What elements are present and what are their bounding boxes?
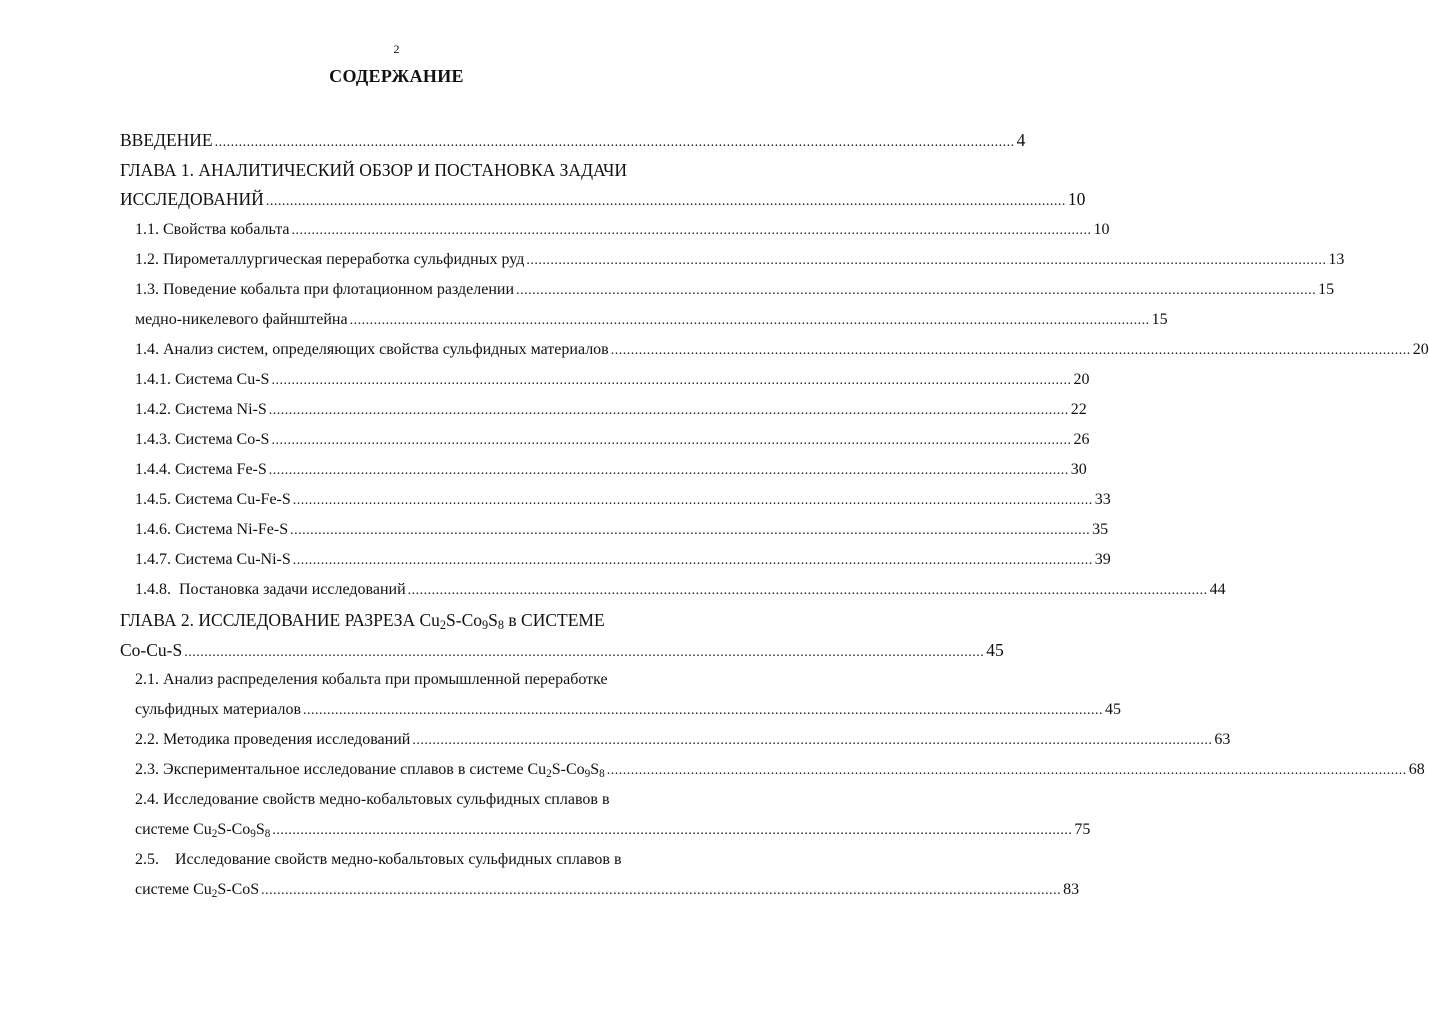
dot-leader: ........................................................................................................................................................................................................ (268, 463, 1069, 478)
toc-entry-label: 1.4.7. Система Cu-Ni-S (135, 551, 291, 568)
toc-entry-1-2 (135, 247, 1345, 273)
dot-leader: ........................................................................................................................................................................................................ (292, 553, 1093, 568)
toc-entry-2-4 (135, 817, 1091, 843)
toc-entry-2-3 (135, 757, 1425, 783)
toc-entry-page: 45 (1105, 701, 1121, 718)
toc-entry-label: медно-никелевого файнштейна (135, 311, 348, 328)
toc-entry-page: 20 (1412, 341, 1429, 358)
toc-entry-1-4-2 (135, 397, 1087, 423)
dot-leader: ........................................................................................................................................................................................................ (412, 733, 1213, 748)
toc-entry-label: ГЛАВА 1. АНАЛИТИЧЕСКИЙ ОБЗОР И ПОСТАНОВКА ЗАДАЧИ (120, 160, 627, 180)
toc-entry-label: системе $Cu_2S-Co_9S_8$ (135, 821, 271, 840)
toc-entry-page: 39 (1094, 551, 1111, 568)
dot-leader: ........................................................................................................................................................................................................ (349, 313, 1150, 328)
toc-entry-label: Co-Cu-S (120, 640, 183, 660)
toc-entry-1-4-5 (135, 487, 1111, 513)
toc-entry-1-4-3 (135, 427, 1090, 453)
toc-entry-chapter-1 (120, 186, 1086, 212)
toc-entry-1-4-6 (135, 517, 1109, 543)
dot-leader: ........................................................................................................................................................................................................ (291, 223, 1092, 238)
toc-entry-label: 1.4.8. Постановка задачи исследований (135, 581, 406, 598)
dot-leader: ........................................................................................................................................................................................................ (214, 135, 1015, 150)
toc-entry-label: 1.4.3. Система Co-S (135, 431, 270, 448)
dot-leader: ........................................................................................................................................................................................................ (265, 194, 1066, 209)
dot-leader: ........................................................................................................................................................................................................ (184, 645, 985, 660)
toc-entry-intro (120, 127, 1026, 153)
toc-entry-page: 4 (1016, 130, 1026, 150)
toc-entry-2-5-heading (135, 847, 685, 873)
toc-entry-chapter-2-heading (120, 607, 683, 633)
dot-leader: ........................................................................................................................................................................................................ (290, 523, 1091, 538)
toc-entry-label: 1.4. Анализ систем, определяющих свойства сульфидных материалов (135, 341, 609, 358)
toc-entry-page: 45 (986, 640, 1004, 660)
page-title: СОДЕРЖАНИЕ (329, 66, 464, 86)
toc-entry-chapter-1-heading (120, 157, 683, 183)
toc-entry-label: ВВЕДЕНИЕ (120, 130, 213, 150)
toc-entry-2-4-heading (135, 787, 685, 813)
toc-entry-label: 1.2. Пирометаллургическая переработка сульфидных руд (135, 251, 525, 268)
toc-entry-page: 68 (1408, 761, 1425, 778)
dot-leader: ........................................................................................................................................................................................................ (268, 403, 1069, 418)
dot-leader: ........................................................................................................................................................................................................ (272, 823, 1073, 838)
toc-entry-label: 1.3. Поведение кобальта при флотационном разделении (135, 281, 515, 298)
toc-entry-label: 1.4.2. Система Ni-S (135, 401, 267, 418)
toc-entry-1-1 (135, 217, 1110, 243)
toc-entry-page: 26 (1073, 431, 1090, 448)
toc-entry-page: 63 (1214, 731, 1231, 748)
toc-entry-page: 83 (1063, 881, 1080, 898)
toc-entry-1-3-continued (135, 307, 1168, 333)
toc-entry-page: 13 (1328, 251, 1345, 268)
toc-entry-page: 10 (1093, 221, 1110, 238)
toc-entry-label: 1.4.1. Система Cu-S (135, 371, 270, 388)
toc-entry-2-1-heading (135, 667, 685, 693)
page-number: 2 (393, 42, 400, 56)
dot-leader: ........................................................................................................................................................................................................ (303, 703, 1103, 718)
toc-entry-1-4-7 (135, 547, 1111, 573)
toc-entry-page: 33 (1094, 491, 1111, 508)
toc-entry-1-4-8 (135, 577, 1226, 603)
toc-entry-label: 1.4.6. Система Ni-Fe-S (135, 521, 289, 538)
dot-leader: ........................................................................................................................................................................................................ (261, 883, 1062, 898)
dot-leader: ........................................................................................................................................................................................................ (516, 283, 1317, 298)
toc-entry-1-4-4 (135, 457, 1087, 483)
toc-entry-label: сульфидных материалов (135, 701, 301, 718)
toc-entry-2-2 (135, 727, 1231, 753)
toc-entry-1-4-1 (135, 367, 1090, 393)
toc-entry-1-3 (135, 277, 1335, 303)
toc-entry-chapter-2 (120, 637, 1004, 663)
dot-leader: ........................................................................................................................................................................................................ (292, 493, 1093, 508)
toc-entry-label: 1.4.5. Система Cu-Fe-S (135, 491, 291, 508)
toc-entry-page: 15 (1318, 281, 1335, 298)
toc-entry-label: 2.3. Экспериментальное исследование сплавов в системе $Cu_2S-Co_9S_8$ (135, 761, 605, 780)
toc-entry-page: 44 (1209, 581, 1226, 598)
toc-entry-page: 10 (1067, 189, 1086, 209)
toc-entry-page: 20 (1073, 371, 1090, 388)
dot-leader: ........................................................................................................................................................................................................ (271, 433, 1072, 448)
toc-entry-page: 75 (1074, 821, 1091, 838)
dot-leader: ........................................................................................................................................................................................................ (606, 763, 1407, 778)
toc-entry-label: системе $Cu_2S$-CoS (135, 881, 260, 900)
toc-entry-label: 2.2. Методика проведения исследований (135, 731, 411, 748)
dot-leader: ........................................................................................................................................................................................................ (271, 373, 1072, 388)
dot-leader: ........................................................................................................................................................................................................ (526, 253, 1327, 268)
dot-leader: ........................................................................................................................................................................................................ (407, 583, 1208, 598)
toc-entry-page: 30 (1070, 461, 1087, 478)
toc-entry-label: ИССЛЕДОВАНИЙ (120, 189, 264, 209)
toc-entry-page: 35 (1092, 521, 1109, 538)
toc-entry-2-1 (135, 697, 1121, 723)
toc-entry-2-5 (135, 877, 1080, 903)
toc-entry-label: 1.1. Свойства кобальта (135, 221, 290, 238)
toc-entry-label: 1.4.4. Система Fe-S (135, 461, 267, 478)
toc-entry-page: 22 (1070, 401, 1087, 418)
toc-entry-label: 2.5. Исследование свойств медно-кобальтовых сульфидных сплавов в (135, 851, 622, 868)
toc-entry-label: ГЛАВА 2. ИССЛЕДОВАНИЕ РАЗРЕЗА $Cu_2S-Co_9S_8$ в СИСТЕМЕ (120, 610, 605, 632)
toc-entry-page: 15 (1151, 311, 1168, 328)
toc-entry-label: 2.1. Анализ распределения кобальта при промышленной переработке (135, 671, 608, 688)
toc-entry-1-4 (135, 337, 1429, 363)
toc-entry-label: 2.4. Исследование свойств медно-кобальтовых сульфидных сплавов в (135, 791, 610, 808)
dot-leader: ........................................................................................................................................................................................................ (610, 343, 1411, 358)
